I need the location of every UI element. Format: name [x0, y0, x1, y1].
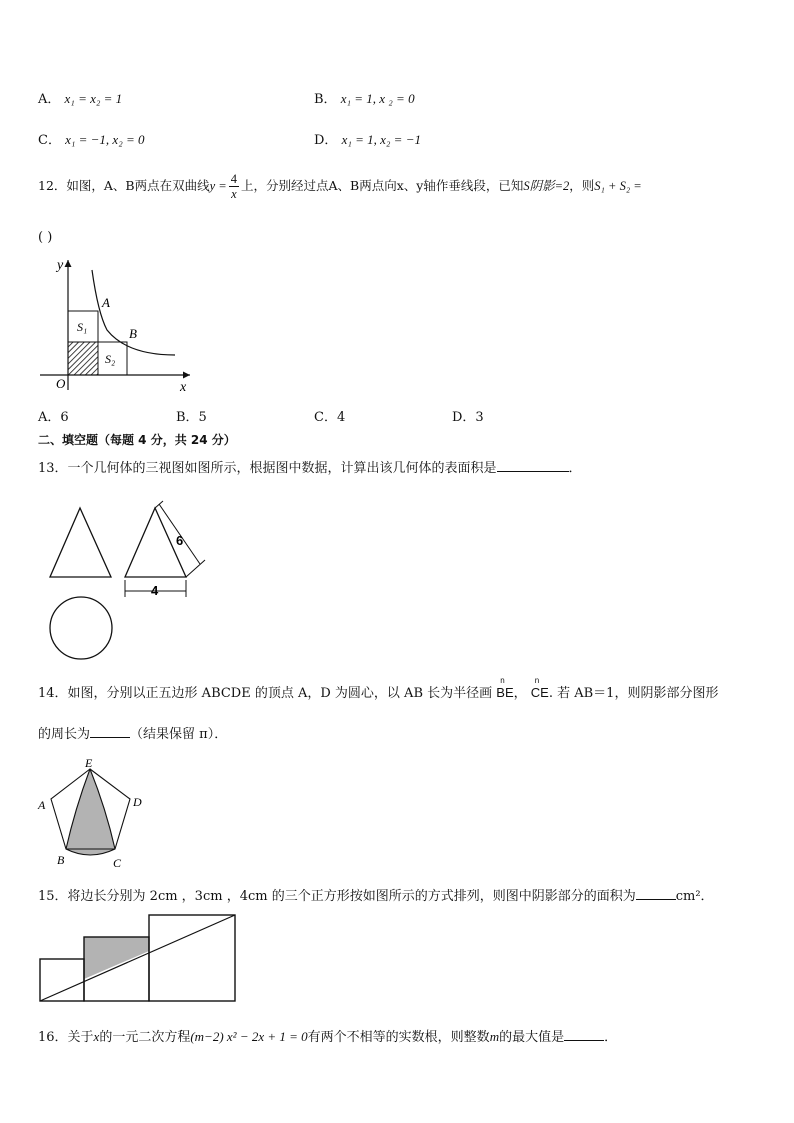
- option-label: B．: [314, 92, 337, 107]
- label-c: C: [113, 856, 122, 870]
- equation: S阴影=2: [523, 179, 570, 193]
- option-math: x₁ = x₂ = 1: [64, 91, 123, 106]
- square-4cm: [149, 915, 235, 1001]
- separator: ，: [513, 686, 527, 701]
- stem-text: A、B两点向: [328, 178, 397, 193]
- stem-text: 16．关于: [38, 1030, 94, 1045]
- option-label: A．: [38, 92, 61, 107]
- equation: (m−2) x² − 2x + 1 = 0: [190, 1029, 308, 1044]
- arc-mark: n: [500, 676, 505, 685]
- answer-blank: [564, 1028, 604, 1041]
- stem-text: 13．一个几何体的三视图如图所示，根据图中数据，计算出该几何体的表面积是: [38, 461, 497, 476]
- q11-option-c: [38, 129, 145, 148]
- label-s2: S₂: [105, 352, 116, 366]
- section-title: 二、填空题（每题 4 分，共 24 分）: [38, 433, 236, 447]
- answer-blank: [497, 459, 569, 472]
- q12-option-a: A．6: [38, 410, 69, 425]
- hyperbola-figure: [35, 255, 195, 395]
- fraction-num: 4: [230, 172, 237, 186]
- q12-stem: [38, 172, 642, 201]
- q12-option-c: C．4: [314, 410, 346, 425]
- option-math: x₁ = 1, x ₂ = 0: [340, 91, 415, 106]
- unit: cm²．: [675, 889, 714, 904]
- arc-label: BE: [496, 685, 514, 700]
- answer-blank: [636, 887, 676, 900]
- q13-stem: [38, 457, 582, 476]
- q11-option-d: [314, 129, 421, 148]
- square-2cm: [40, 959, 84, 1001]
- shaded-region: [84, 937, 149, 979]
- diagonal-line: [40, 915, 235, 1001]
- q11-option-b: [314, 88, 415, 107]
- stem-text: A、B两点在双曲线: [103, 178, 210, 193]
- label-b: B: [129, 326, 137, 341]
- variable: x: [93, 1029, 100, 1044]
- equation: y =: [209, 179, 227, 193]
- stem-text: x、y轴作垂线段，已知: [396, 178, 524, 193]
- fraction: [229, 172, 239, 201]
- stem-text: ，则: [569, 178, 595, 193]
- label-o: O: [56, 376, 66, 391]
- q15-stem: [38, 885, 714, 904]
- fraction-den: x: [231, 187, 237, 201]
- stem-text: 有两个不相等的实数根，则整数: [307, 1030, 490, 1045]
- stem-text: 上，分别经过点: [240, 178, 329, 193]
- arc-ce: [530, 676, 549, 700]
- stem-text: （结果保留 π）．: [130, 727, 228, 742]
- stem-end: ．: [568, 461, 582, 476]
- answer-blank: [90, 725, 130, 738]
- label-s1: S₁: [77, 320, 88, 334]
- label-a: A: [38, 798, 46, 812]
- dim-label-4: 4: [151, 583, 159, 598]
- label-x: x: [180, 380, 187, 395]
- stem-text: 15．将边长分别为 2cm ，3cm ，4cm 的三个正方形按如图所示的方式排列，则图中阴影部分的面积为: [38, 889, 636, 904]
- option-math: x₁ = 1, x₂ = −1: [341, 132, 421, 147]
- stem-end: ．: [604, 1030, 618, 1045]
- q14-stem-line2: [38, 723, 227, 742]
- option-math: x₁ = −1, x₂ = 0: [65, 132, 145, 147]
- front-view-triangle: [50, 508, 111, 577]
- variable: m: [489, 1029, 500, 1044]
- q14-stem-line1: [38, 676, 719, 701]
- stem-text: . 若 AB＝1，则阴影部分图形: [548, 686, 719, 701]
- squares-figure: [38, 913, 238, 1005]
- arc-be: [496, 676, 514, 700]
- option-label: C．: [38, 133, 61, 148]
- label-a: A: [102, 295, 110, 310]
- question-number: 12．如图，: [38, 178, 104, 193]
- stem-text: 的一元二次方程: [99, 1030, 191, 1045]
- three-view-figure: [45, 500, 225, 670]
- label-y: y: [57, 258, 64, 273]
- stem-text: 的周长为: [38, 727, 91, 742]
- arc-mark: n: [534, 676, 540, 685]
- label-b: B: [57, 853, 65, 867]
- answer-paren: ( ): [38, 230, 53, 245]
- pentagon-figure: [35, 757, 155, 872]
- y-axis-arrow-icon: [65, 260, 72, 267]
- label-e: E: [85, 756, 93, 770]
- q12-option-d: D．3: [452, 410, 484, 425]
- q11-option-a: [38, 88, 122, 107]
- dim-label-6: 6: [176, 533, 184, 548]
- x-axis-arrow-icon: [183, 372, 190, 379]
- q12-option-b: B．5: [176, 410, 207, 425]
- q16-stem: [38, 1026, 617, 1045]
- equation: S₁ + S₂ =: [594, 179, 642, 193]
- shaded-rect: [68, 342, 98, 375]
- label-d: D: [133, 795, 142, 809]
- top-view-circle: [50, 597, 112, 659]
- stem-text: 14．如图，分别以正五边形 ABCDE 的顶点 A，D 为圆心，以 AB 长为半径画: [38, 686, 493, 701]
- option-label: D．: [314, 133, 338, 148]
- arc-label: CE: [530, 685, 549, 700]
- stem-text: 的最大值是: [499, 1030, 565, 1045]
